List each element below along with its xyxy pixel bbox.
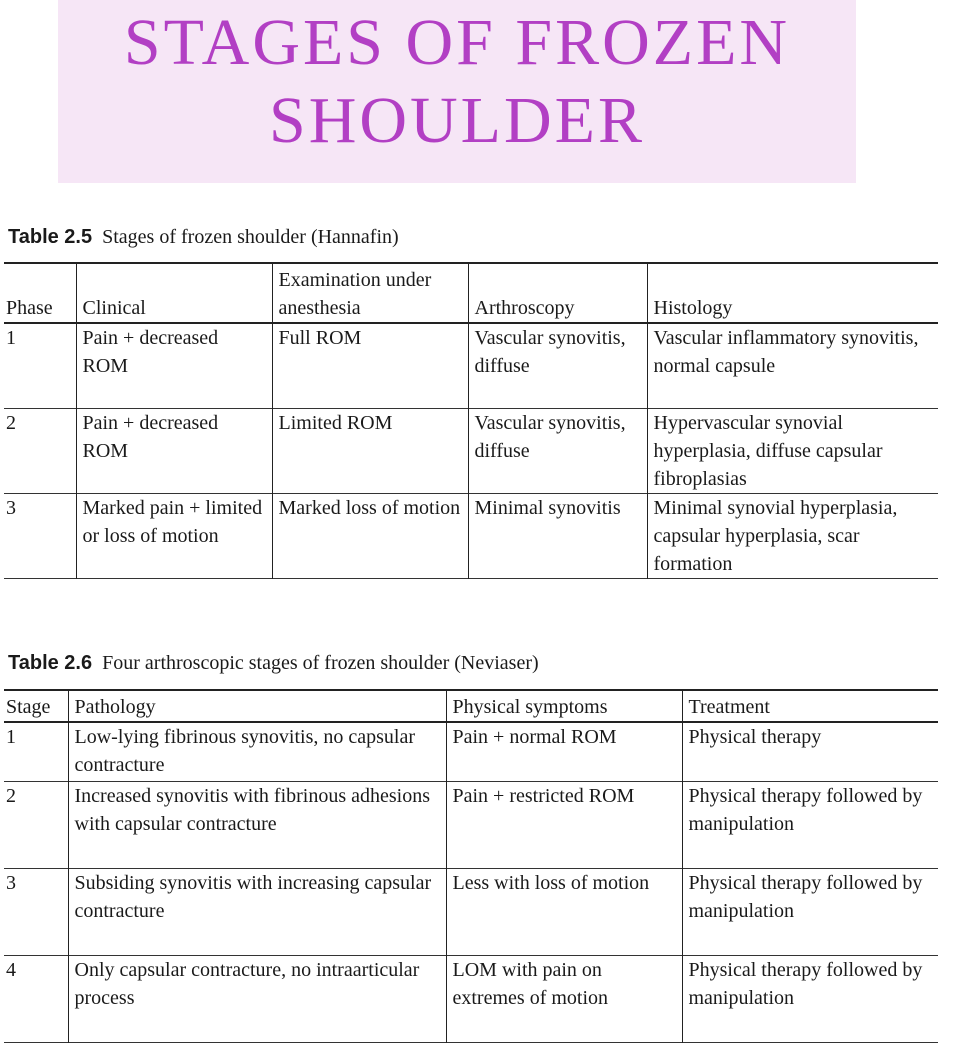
table-row: [4, 722, 938, 782]
table-row: [4, 782, 938, 869]
table-cell: Increased synovitis with fibrinous adhesions with capsular contracture: [68, 782, 446, 869]
header-cell: Histology: [647, 263, 938, 323]
table-cell: Full ROM: [272, 323, 468, 409]
table-cell: Vascular synovitis, diffuse: [468, 409, 647, 494]
table-cell: Only capsular contracture, no intraarticular process: [68, 956, 446, 1043]
neviaser-stages-table: [4, 689, 938, 1043]
table-row: [4, 956, 938, 1043]
table1-caption: [8, 226, 399, 249]
table-cell: Less with loss of motion: [446, 869, 682, 956]
table-cell: Vascular synovitis, diffuse: [468, 323, 647, 409]
table-cell: 4: [6, 959, 16, 981]
table2-caption-text: Four arthroscopic stages of frozen shoulder (Neviaser): [102, 652, 539, 674]
table-cell: Subsiding synovitis with increasing capsular contracture: [68, 869, 446, 956]
header-cell: Arthroscopy: [468, 263, 647, 323]
header-cell: Treatment: [682, 690, 938, 722]
header-cell: Stage: [6, 696, 51, 718]
header-cell: Physical symptoms: [446, 690, 682, 722]
table-cell: 3: [6, 497, 16, 519]
title-banner: [58, 0, 856, 183]
table-cell: Hypervascular synovial hyperplasia, diffuse capsular fibroplasias: [647, 409, 938, 494]
hannafin-stages-table: [4, 262, 938, 579]
table-cell: 2: [6, 785, 16, 807]
header-cell: Phase: [6, 297, 53, 319]
table-cell: Minimal synovitis: [468, 494, 647, 579]
table-cell: Minimal synovial hyperplasia, capsular hyperplasia, scar formation: [647, 494, 938, 579]
table-cell: Physical therapy: [682, 722, 938, 782]
table-cell: LOM with pain on extremes of motion: [446, 956, 682, 1043]
table-cell: Physical therapy followed by manipulation: [682, 956, 938, 1043]
table-header-row: [4, 263, 938, 323]
table-cell: 1: [6, 726, 16, 748]
table-cell: Low-lying fibrinous synovitis, no capsular contracture: [68, 722, 446, 782]
title-line-2: SHOULDER: [268, 84, 645, 157]
table-cell: 1: [6, 327, 16, 349]
header-cell: Clinical: [76, 263, 272, 323]
header-cell: Pathology: [68, 690, 446, 722]
table1-caption-text: Stages of frozen shoulder (Hannafin): [102, 226, 399, 248]
table2-label: Table 2.6: [8, 652, 93, 674]
table-header-row: [4, 690, 938, 722]
table1-label: Table 2.5: [8, 226, 93, 248]
table2-caption: [8, 652, 539, 675]
table-row: [4, 494, 938, 579]
table-cell: 3: [6, 872, 16, 894]
table-row: [4, 869, 938, 956]
page-title: [58, 4, 856, 160]
table-cell: Pain + restricted ROM: [446, 782, 682, 869]
table-cell: Marked loss of motion: [272, 494, 468, 579]
table-row: [4, 323, 938, 409]
title-line-1: STAGES OF FROZEN: [123, 6, 791, 79]
table-row: [4, 409, 938, 494]
table-cell: Physical therapy followed by manipulation: [682, 782, 938, 869]
table-cell: Pain + decreased ROM: [76, 409, 272, 494]
table-cell: Physical therapy followed by manipulation: [682, 869, 938, 956]
table-cell: Marked pain + limited or loss of motion: [76, 494, 272, 579]
table-cell: 2: [6, 412, 16, 434]
table-cell: Pain + normal ROM: [446, 722, 682, 782]
header-cell: Examination under anesthesia: [272, 263, 468, 323]
table-cell: Pain + decreased ROM: [76, 323, 272, 409]
table-cell: Limited ROM: [272, 409, 468, 494]
table-cell: Vascular inflammatory synovitis, normal capsule: [647, 323, 938, 409]
